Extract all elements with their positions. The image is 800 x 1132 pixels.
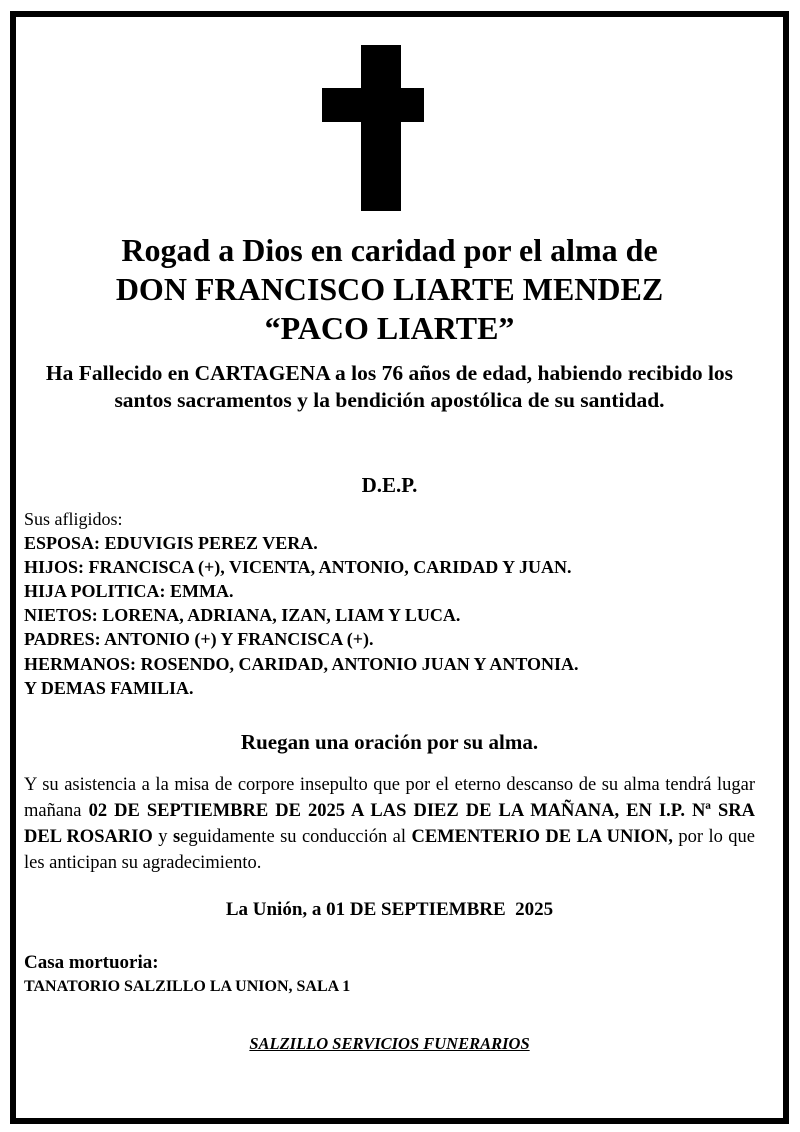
family-lead: Sus afligidos: (24, 509, 123, 529)
mass-text-4: por lo que les anticipan su agradecimiento. (24, 827, 756, 873)
deceased-name: DON FRANCISCO LIARTE MENDEZ (115, 271, 664, 307)
mass-date-place: 02 DE SEPTIEMBRE DE 2025 A LAS DIEZ DE LA MAÑANA, EN I.P. Nª SRA DEL ROSARIO (24, 801, 755, 847)
cross-horizontal-bar (322, 88, 424, 122)
deceased-nickname: “PACO LIARTE” (264, 310, 515, 346)
mass-text-2: y (152, 827, 173, 847)
mass-cemetery: CEMENTERIO DE LA UNION, (411, 827, 673, 847)
mass-text-3: eguidamente su conducción al (180, 827, 412, 847)
death-announcement: Ha Fallecido en CARTAGENA a los 76 años de edad, habiendo recibido los santos sacramentos y la bendición apostólica de su santidad. (45, 361, 734, 412)
funeral-parlor-label: Casa mortuoria: (24, 952, 159, 973)
cross-vertical-bar (361, 45, 401, 211)
mass-text-1: Y su asistencia a la misa de corpore insepulto que por el eterno descanso de su alma tendrá lugar mañana (24, 775, 755, 821)
mass-bold-s: s (172, 827, 181, 847)
obituary-heading (0, 231, 779, 348)
family-item-demas: Y DEMAS FAMILIA. (24, 677, 194, 698)
prayer-request: Ruegan una oración por su alma. (240, 730, 539, 754)
dep-label: D.E.P. (361, 473, 418, 497)
funeral-home-name: SALZILLO SERVICIOS FUNERARIOS (249, 1034, 530, 1053)
family-list (24, 507, 579, 700)
family-item-hermanos: HERMANOS: ROSENDO, CARIDAD, ANTONIO JUAN Y ANTONIA. (24, 653, 579, 674)
family-item-nietos: NIETOS: LORENA, ADRIANA, IZAN, LIAM Y LUCA. (24, 605, 461, 626)
funeral-parlor-value: TANATORIO SALZILLO LA UNION, SALA 1 (24, 978, 351, 995)
family-item-hija-politica: HIJA POLITICA: EMMA. (24, 581, 234, 602)
mass-details (24, 772, 755, 876)
family-item-hijos: HIJOS: FRANCISCA (+), VICENTA, ANTONIO, CARIDAD Y JUAN. (24, 557, 572, 578)
family-item-padres: PADRES: ANTONIO (+) Y FRANCISCA (+). (24, 629, 374, 650)
family-item-esposa: ESPOSA: EDUVIGIS PEREZ VERA. (24, 533, 318, 554)
heading-line-prayer: Rogad a Dios en caridad por el alma de (121, 232, 658, 268)
place-date-line: La Unión, a 01 DE SEPTIEMBRE 2025 (225, 899, 554, 920)
funeral-parlor (24, 951, 350, 999)
